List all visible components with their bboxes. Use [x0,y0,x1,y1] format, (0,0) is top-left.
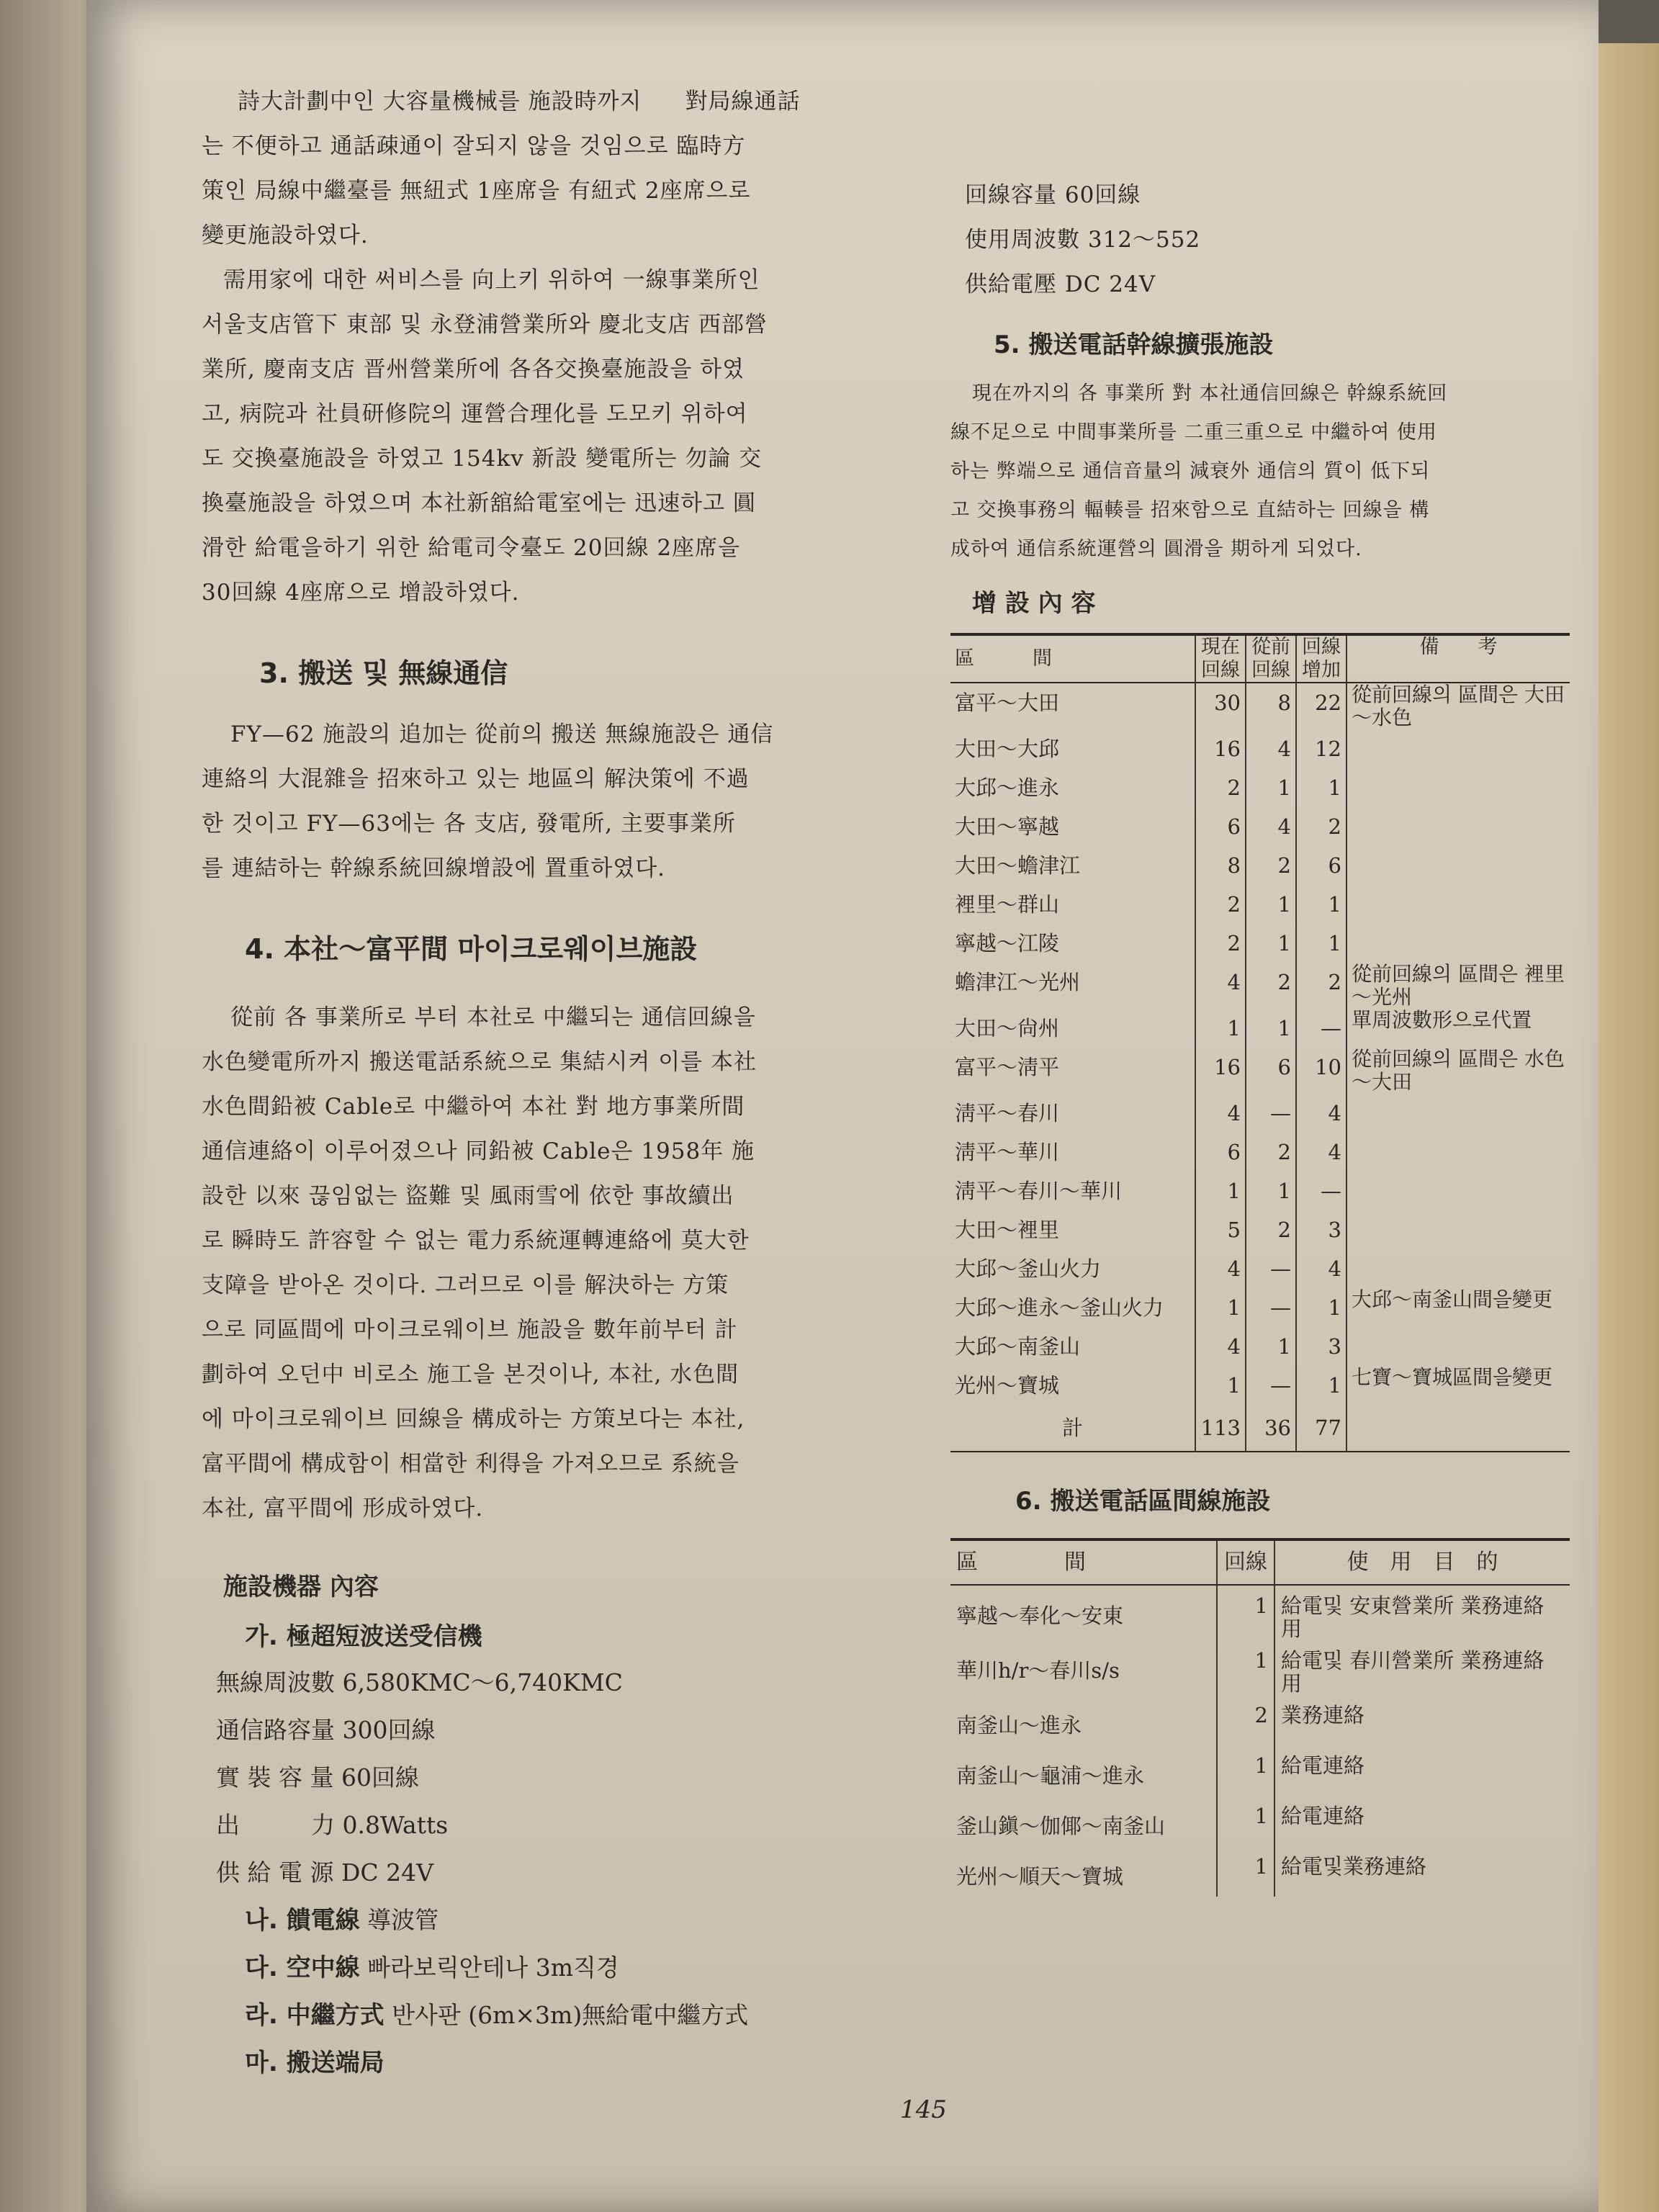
cell-section: 寧越～奉化～安東 [956,1604,1124,1628]
cell-current: 1 [1195,1009,1246,1048]
total-previous: 36 [1246,1405,1296,1452]
text-line: 線不足으로 中間事業所를 二重三重으로 中繼하여 使用 [950,421,1437,444]
total-remarks [1346,1405,1570,1452]
section-3-title: 3. 搬送 및 無線通信 [259,657,508,689]
cell-previous: 1 [1246,768,1296,807]
cell-previous: 1 [1246,1172,1296,1210]
text-line: 富平間에 構成함이 相當한 利得을 가져오므로 系統을 [202,1451,739,1477]
cell-previous: 4 [1246,807,1296,846]
table2-row [950,1745,1570,1796]
total-label: 計 [1061,1416,1083,1440]
total-increase: 77 [1296,1405,1346,1452]
paragraph-4 [202,995,1008,1531]
text-line: 에 마이크로웨이브 回線을 構成하는 方策보다는 本社, [202,1406,745,1432]
left-column [202,79,1008,2087]
cell-current: 30 [1195,683,1246,729]
cell-remarks [1346,846,1570,885]
header-remarks: 備 考 [1346,634,1570,683]
section-line-table [950,1538,1570,1897]
cell-increase: 22 [1296,683,1346,729]
spec-line: 回線容量 60回線 [965,182,1141,208]
text-line: 換臺施設을 하였으며 本社新舘給電室에는 迅速하고 圓 [202,490,756,516]
cell-previous: 6 [1246,1048,1296,1094]
right-column [950,173,1584,1897]
cell-current: 6 [1195,1133,1246,1172]
cell-previous: 2 [1246,1133,1296,1172]
cell-lines: 1 [1217,1640,1274,1695]
cell-remarks [1346,1094,1570,1133]
cell-current: 2 [1195,924,1246,963]
text-line: 고 交換事務의 輻輳를 招來함으로 直結하는 回線을 構 [950,499,1430,521]
cell-section: 大邱～進永 [955,775,1060,800]
table1-title: 增 設 內 容 [972,589,1096,618]
header-lines: 回線 [1217,1539,1274,1585]
text-line: 業所, 慶南支店 晋州營業所에 各各交換臺施設을 하였 [202,356,745,382]
text-line: 으로 同區間에 마이크로웨이브 施設을 數年前부터 計 [202,1317,738,1343]
cell-remarks [1346,1249,1570,1288]
cell-increase: 1 [1296,1366,1346,1405]
cell-increase: — [1296,1009,1346,1048]
cell-increase: — [1296,1172,1346,1210]
cell-lines: 1 [1217,1585,1274,1640]
cell-increase: 6 [1296,846,1346,885]
cell-increase: 3 [1296,1210,1346,1249]
text-line: 劃하여 오던中 비로소 施工을 본것이나, 本社, 水色間 [202,1362,739,1388]
cell-section: 蟾津江～光州 [955,970,1081,994]
text-line: 水色間鉛被 Cable로 中繼하여 本社 對 地方事業所間 [202,1094,745,1120]
cell-remarks: 單周波數形으로代置 [1346,1009,1570,1048]
text-line: 滑한 給電을하기 위한 給電司令臺도 20回線 2座席을 [202,535,741,561]
text-line: 對局線通話 [685,89,801,114]
paragraph-5 [950,374,1584,569]
text-line: 도 交換臺施設을 하였고 154kv 新設 變電所는 勿論 交 [202,446,763,472]
text-line: 連絡의 大混雜을 招來하고 있는 地區의 解決策에 不過 [202,766,750,792]
spec-line: 出 力 0.8Watts [216,1811,449,1839]
cell-current: 2 [1195,768,1246,807]
cell-increase: 1 [1296,885,1346,924]
cell-previous: 1 [1246,924,1296,963]
spec-line: 通信路容量 300回線 [216,1716,436,1744]
cell-lines: 1 [1217,1846,1274,1897]
cell-section: 光州～寶城 [955,1373,1060,1398]
cell-increase: 4 [1296,1094,1346,1133]
text-line: 需用家에 대한 써비스를 向上키 위하여 一線事業所인 [223,267,760,293]
cell-section: 淸平～春川 [955,1101,1060,1125]
cell-remarks [1346,729,1570,768]
text-line: 支障을 받아온 것이다. 그러므로 이를 解決하는 方策 [202,1272,729,1298]
cell-section: 光州～順天～寶城 [956,1864,1124,1889]
cell-previous: — [1246,1366,1296,1405]
document-page [86,0,1599,2212]
header-purpose: 使 用 目 的 [1274,1539,1570,1585]
cell-remarks: 七寶～寶城區間을變更 [1346,1366,1570,1405]
cell-section: 大田～大邱 [955,737,1060,761]
cell-remarks [1346,885,1570,924]
cell-section: 華川h/r～春川s/s [956,1658,1120,1683]
cell-increase: 1 [1296,1288,1346,1327]
header-section: 區 間 [955,647,1052,670]
table-header-row [950,634,1570,683]
cell-section: 寧越～江陵 [955,931,1060,956]
cell-previous: 2 [1246,963,1296,1009]
cell-current: 1 [1195,1172,1246,1210]
cell-increase: 1 [1296,924,1346,963]
table-row [950,963,1570,1009]
text-line: 現在까지의 各 事業所 對 本社通信回線은 幹線系統回 [972,382,1448,405]
section-5-title: 5. 搬送電話幹線擴張施設 [994,331,1274,359]
cell-current: 4 [1195,1094,1246,1133]
spec-line: 使用周波數 312～552 [965,227,1201,253]
table-total-row [950,1405,1570,1452]
text-line: 通信連絡이 이루어졌으나 同鉛被 Cable은 1958年 施 [202,1138,755,1164]
cell-section: 大田～蟾津江 [955,853,1081,878]
cell-previous: 1 [1246,1009,1296,1048]
table2-row [950,1796,1570,1846]
item-na [202,1897,1008,1944]
cell-previous: 8 [1246,683,1296,729]
header-section: 區 間 [956,1550,1086,1575]
spec-line: 供給電壓 DC 24V [965,271,1156,297]
paragraph-1 [202,79,1008,258]
item-da [202,1944,1008,1992]
cell-remarks: 大邱～南釜山間을變更 [1346,1288,1570,1327]
cell-previous: — [1246,1249,1296,1288]
header-previous: 從前回線 [1246,634,1296,683]
header-increase: 回線增加 [1296,634,1346,683]
cell-section: 裡里～群山 [955,892,1060,917]
cell-increase: 2 [1296,963,1346,1009]
text-line: 從前 各 事業所로 부터 本社로 中繼되는 通信回線을 [230,1004,756,1030]
paragraph-2 [202,258,1008,615]
cell-remarks [1346,1133,1570,1172]
cell-lines: 1 [1217,1745,1274,1796]
cell-remarks [1346,924,1570,963]
table2-row [950,1695,1570,1745]
cell-section: 淸平～春川～華川 [955,1179,1123,1203]
text-line: 는 不便하고 通話疎通이 잘되지 않을 것임으로 臨時方 [202,133,746,159]
cell-remarks: 從前回線의 區間은 大田～水色 [1346,683,1570,729]
expansion-table [950,633,1570,1452]
right-page-edge [1599,43,1659,2212]
cell-purpose: 給電및 春川營業所 業務連絡用 [1274,1640,1570,1695]
cell-current: 16 [1195,729,1246,768]
cell-purpose: 業務連絡 [1274,1695,1570,1745]
cell-current: 1 [1195,1366,1246,1405]
cell-increase: 2 [1296,807,1346,846]
table-row [950,1366,1570,1405]
table-row [950,1210,1570,1249]
cell-current: 4 [1195,1327,1246,1366]
spec-line: 實 裝 容 量 60回線 [216,1763,419,1791]
table2-row [950,1585,1570,1640]
table-row [950,924,1570,963]
table-row [950,1249,1570,1288]
table2-body [950,1585,1570,1897]
cell-lines: 1 [1217,1796,1274,1846]
spec-line: 供 給 電 源 DC 24V [216,1858,433,1887]
table-row [950,846,1570,885]
cell-increase: 10 [1296,1048,1346,1094]
cell-remarks [1346,1327,1570,1366]
cell-increase: 4 [1296,1133,1346,1172]
cell-section: 大田～尙州 [955,1016,1060,1040]
cell-purpose: 給電및業務連絡 [1274,1846,1570,1897]
table-row [950,1327,1570,1366]
header-current: 現在回線 [1195,634,1246,683]
table-row [950,683,1570,729]
text-line: 水色變電所까지 搬送電話系統으로 集結시켜 이를 本社 [202,1049,757,1075]
text-line: 設한 以來 끊임없는 盜難 및 風雨雪에 依한 事故續出 [202,1183,734,1209]
cell-remarks: 從前回線의 區間은 裡里～光州 [1346,963,1570,1009]
cell-purpose: 給電및 安東營業所 業務連絡用 [1274,1585,1570,1640]
cell-increase: 3 [1296,1327,1346,1366]
text-line: 를 連結하는 幹線系統回線增設에 置重하였다. [202,855,666,881]
cell-current: 4 [1195,963,1246,1009]
cell-previous: 2 [1246,1210,1296,1249]
text-line: FY—62 施設의 追加는 從前의 搬送 無線施設은 通信 [230,721,774,747]
table-row [950,1094,1570,1133]
cell-section: 南釜山～龜浦～進永 [956,1763,1145,1788]
cell-current: 5 [1195,1210,1246,1249]
text-line: 詩大計劃中인 大容量機械를 施設時까지 [238,89,642,114]
cell-section: 富平～淸平 [955,1055,1060,1079]
table2-row [950,1846,1570,1897]
cell-section: 大邱～釜山火力 [955,1256,1102,1281]
text-line: 30回線 4座席으로 增設하였다. [202,580,520,606]
item-ga-label: 가. 極超短波送受信機 [245,1622,482,1651]
cell-section: 大田～裡里 [955,1218,1060,1242]
cell-previous: — [1246,1288,1296,1327]
cell-increase: 12 [1296,729,1346,768]
cell-previous: 1 [1246,885,1296,924]
cell-remarks [1346,768,1570,807]
cell-section: 南釜山～進永 [956,1713,1082,1737]
text-line: 成하여 通信系統運營의 圓滑을 期하게 되었다. [950,538,1362,560]
spec-line: 無線周波數 6,580KMC～6,740KMC [216,1668,623,1696]
table2-header-row [950,1539,1570,1585]
cell-remarks [1346,1172,1570,1210]
cell-increase: 1 [1296,768,1346,807]
text-line: 本社, 富平間에 形成하였다. [202,1496,484,1521]
text-line: 策인 局線中繼臺를 無紐式 1座席을 有紐式 2座席으로 [202,178,751,204]
table-row [950,1048,1570,1094]
total-current: 113 [1195,1405,1246,1452]
cell-section: 大邱～南釜山 [955,1334,1081,1359]
table-row [950,729,1570,768]
cell-section: 大邱～進永～釜山火力 [955,1295,1164,1320]
text-line: 고, 病院과 社員研修院의 運營合理化를 도모키 위하여 [202,401,748,427]
cell-section: 富平～大田 [955,691,1060,715]
text-line: 한 것이고 FY—63에는 各 支店, 發電所, 主要事業所 [202,811,736,837]
text-line: 로 瞬時도 許容할 수 없는 電力系統運轉連絡에 莫大한 [202,1228,750,1254]
table-row [950,807,1570,846]
cell-remarks [1346,1210,1570,1249]
cell-previous: 1 [1246,1327,1296,1366]
paragraph-3 [202,712,1008,891]
cell-current: 4 [1195,1249,1246,1288]
cell-section: 釜山鎭～伽倻～南釜山 [956,1814,1166,1838]
cell-current: 1 [1195,1288,1246,1327]
equipment-title: 施設機器 內容 [223,1573,379,1601]
item-na-label: 나. 饋電線 [245,1906,360,1935]
top-specs [950,173,1584,307]
cell-current: 8 [1195,846,1246,885]
table-row [950,1133,1570,1172]
text-line: 서울支店管下 東部 및 永登浦營業所와 慶北支店 西部營 [202,312,768,338]
cell-remarks [1346,807,1570,846]
table-row [950,1288,1570,1327]
item-da-label: 다. 空中線 [245,1954,360,1982]
cell-increase: 4 [1296,1249,1346,1288]
item-ra [202,1992,1008,2039]
page-number: 145 [900,2095,947,2124]
cell-remarks: 從前回線의 區間은 水色～大田 [1346,1048,1570,1094]
text-line: 하는 弊端으로 通信音量의 減衰外 通信의 質이 低下되 [950,460,1431,482]
item-da-value: 빠라보릭안테나 3m직경 [367,1954,619,1982]
cell-purpose: 給電連絡 [1274,1745,1570,1796]
cell-previous: — [1246,1094,1296,1133]
item-ra-value: 반사판 (6m×3m)無給電中繼方式 [392,2001,749,2029]
equipment-specs [202,1659,1008,1897]
section-6-title: 6. 搬送電話區間線施設 [1015,1487,1271,1516]
cell-lines: 2 [1217,1695,1274,1745]
cell-section: 大田～寧越 [955,814,1060,839]
cell-purpose: 給電連絡 [1274,1796,1570,1846]
cell-current: 16 [1195,1048,1246,1094]
table2-row [950,1640,1570,1695]
cell-current: 6 [1195,807,1246,846]
cell-previous: 4 [1246,729,1296,768]
cell-previous: 2 [1246,846,1296,885]
item-ma-label: 마. 搬送端局 [245,2049,385,2077]
table-row [950,1172,1570,1210]
text-line: 變更施設하였다. [202,222,369,248]
item-ra-label: 라. 中繼方式 [245,2001,385,2030]
cell-current: 2 [1195,885,1246,924]
section-4-title: 4. 本社～富平間 마이크로웨이브施設 [245,933,698,965]
item-ma [202,2039,1008,2087]
table-row [950,1009,1570,1048]
cell-section: 淸平～華川 [955,1140,1060,1164]
table-body [950,683,1570,1405]
item-na-value: 導波管 [367,1906,439,1934]
table-row [950,885,1570,924]
table-row [950,768,1570,807]
